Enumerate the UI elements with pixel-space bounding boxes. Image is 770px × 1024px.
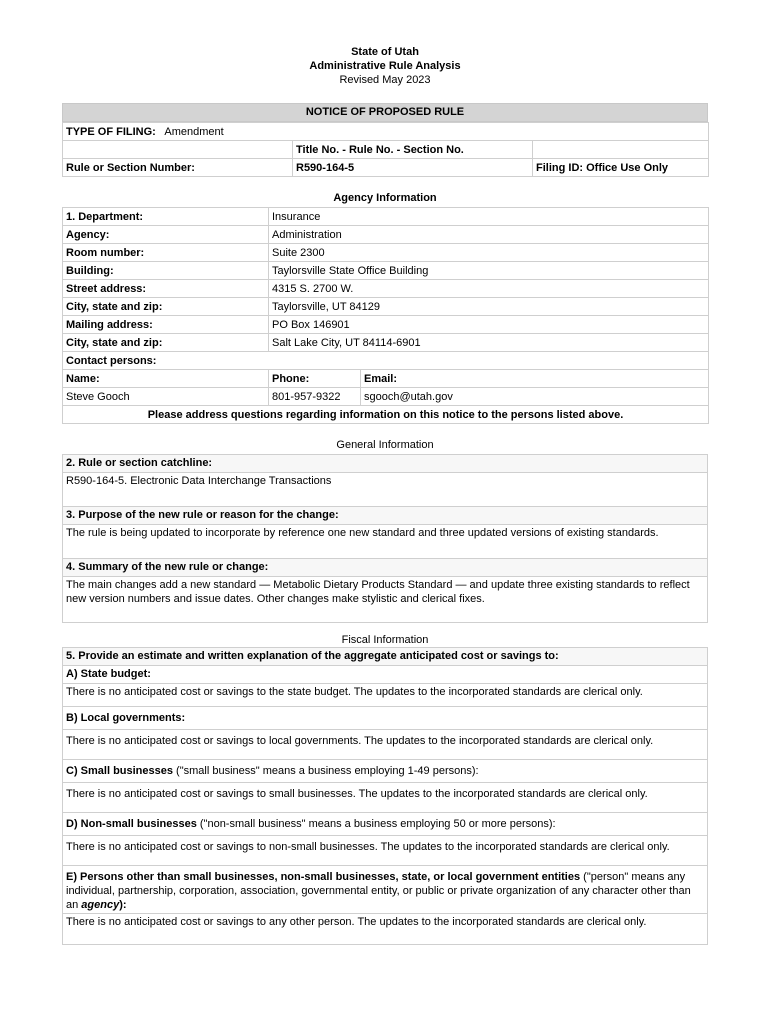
agency-info-row [63, 208, 709, 226]
name-header: Name: [63, 370, 269, 388]
small-business-label: C) Small businesses [66, 765, 173, 777]
fiscal-info-heading: Fiscal Information [341, 634, 429, 646]
agency-info-row [63, 262, 709, 280]
agency-field-value: Salt Lake City, UT 84114-6901 [269, 334, 709, 352]
general-info-heading: General Information [336, 439, 434, 451]
agency-field-label: Agency: [63, 226, 269, 244]
agency-field-value: Taylorsville State Office Building [269, 262, 709, 280]
purpose-answer: The rule is being updated to incorporate by reference one new standard and three updated versions of existing standards. [63, 525, 707, 559]
contact-note: Please address questions regarding information on this notice to the persons listed above. [63, 406, 709, 424]
summary-answer: The main changes add a new standard — Metabolic Dietary Products Standard — and update three existing standards to reflect new version numbers and issue dates. Other changes make stylistic and clerical fixes. [66, 579, 690, 605]
agency-field-label: Street address: [63, 280, 269, 298]
contact-name: Steve Gooch [63, 388, 269, 406]
document-page [62, 0, 708, 945]
fiscal-question-5: 5. Provide an estimate and written explanation of the aggregate anticipated cost or savings to: [63, 648, 707, 666]
contact-email: sgooch@utah.gov [361, 388, 709, 406]
non-small-business-label: D) Non-small businesses [66, 818, 197, 830]
general-info-box [62, 454, 708, 623]
small-business-definition: ("small business" means a business employing 1-49 persons): [173, 765, 479, 777]
non-small-business-definition: ("non-small business" means a business employing 50 or more persons): [196, 818, 556, 830]
rule-number-value: R590-164-5 [293, 159, 533, 177]
agency-field-label: Building: [63, 262, 269, 280]
agency-field-label: Room number: [63, 244, 269, 262]
agency-field-value: Taylorsville, UT 84129 [269, 298, 709, 316]
other-persons-answer: There is no anticipated cost or savings to any other person. The updates to the incorporated standards are clerical only. [66, 916, 647, 928]
other-persons-question [63, 866, 707, 914]
other-persons-close: ): [119, 899, 127, 911]
agency-term: agency [81, 899, 120, 911]
state-title: State of Utah [351, 46, 419, 58]
phone-header: Phone: [269, 370, 361, 388]
catchline-question: 2. Rule or section catchline: [63, 455, 707, 473]
catchline-answer: R590-164-5. Electronic Data Interchange Transactions [63, 473, 707, 507]
summary-question: 4. Summary of the new rule or change: [63, 559, 707, 577]
agency-field-value: Suite 2300 [269, 244, 709, 262]
local-gov-answer: There is no anticipated cost or savings to local governments. The updates to the incorporated standards are clerical only. [63, 730, 707, 760]
agency-info-heading: Agency Information [333, 192, 437, 204]
notice-bar: NOTICE OF PROPOSED RULE [62, 103, 708, 122]
state-budget-label: A) State budget: [63, 666, 707, 684]
email-header: Email: [361, 370, 709, 388]
agency-info-row [63, 316, 709, 334]
agency-info-row [63, 226, 709, 244]
contact-persons-label: Contact persons: [63, 352, 709, 370]
type-of-filing-value: Amendment [164, 125, 224, 138]
title-no-label: Title No. - Rule No. - Section No. [293, 141, 533, 159]
agency-field-value: Insurance [269, 208, 709, 226]
agency-field-label: City, state and zip: [63, 334, 269, 352]
small-business-question [63, 760, 707, 783]
agency-field-label: 1. Department: [63, 208, 269, 226]
non-small-business-answer: There is no anticipated cost or savings to non-small businesses. The updates to the incorporated standards are clerical only. [63, 836, 707, 866]
agency-field-label: City, state and zip: [63, 298, 269, 316]
other-persons-definition: ("person" means any individual, partnership, corporation, association, governmental entity, or public or private organization of any character other than an [66, 871, 691, 911]
form-title: Administrative Rule Analysis [309, 60, 461, 72]
agency-field-value: Administration [269, 226, 709, 244]
other-persons-label: E) Persons other than small businesses, non-small businesses, state, or local government entities [66, 871, 581, 883]
agency-info-table [62, 207, 709, 424]
agency-info-row [63, 298, 709, 316]
rule-number-label: Rule or Section Number: [63, 159, 293, 177]
contact-phone: 801-957-9322 [269, 388, 361, 406]
non-small-business-question [63, 813, 707, 836]
agency-info-row [63, 334, 709, 352]
filing-id: Filing ID: Office Use Only [533, 159, 709, 177]
agency-field-label: Mailing address: [63, 316, 269, 334]
agency-field-value: 4315 S. 2700 W. [269, 280, 709, 298]
revised-date: Revised May 2023 [339, 74, 431, 86]
type-of-filing-label: TYPE OF FILING: [66, 125, 156, 138]
purpose-question: 3. Purpose of the new rule or reason for the change: [63, 507, 707, 525]
state-budget-answer: There is no anticipated cost or savings to the state budget. The updates to the incorporated standards are clerical only. [63, 684, 707, 707]
agency-info-row [63, 244, 709, 262]
agency-field-value: PO Box 146901 [269, 316, 709, 334]
small-business-answer: There is no anticipated cost or savings to small businesses. The updates to the incorporated standards are clerical only. [63, 783, 707, 813]
document-header [62, 45, 708, 87]
fiscal-info-box [62, 647, 708, 945]
type-of-filing-row [63, 123, 709, 141]
local-gov-label: B) Local governments: [63, 707, 707, 730]
agency-info-row [63, 280, 709, 298]
filing-table [62, 122, 709, 177]
